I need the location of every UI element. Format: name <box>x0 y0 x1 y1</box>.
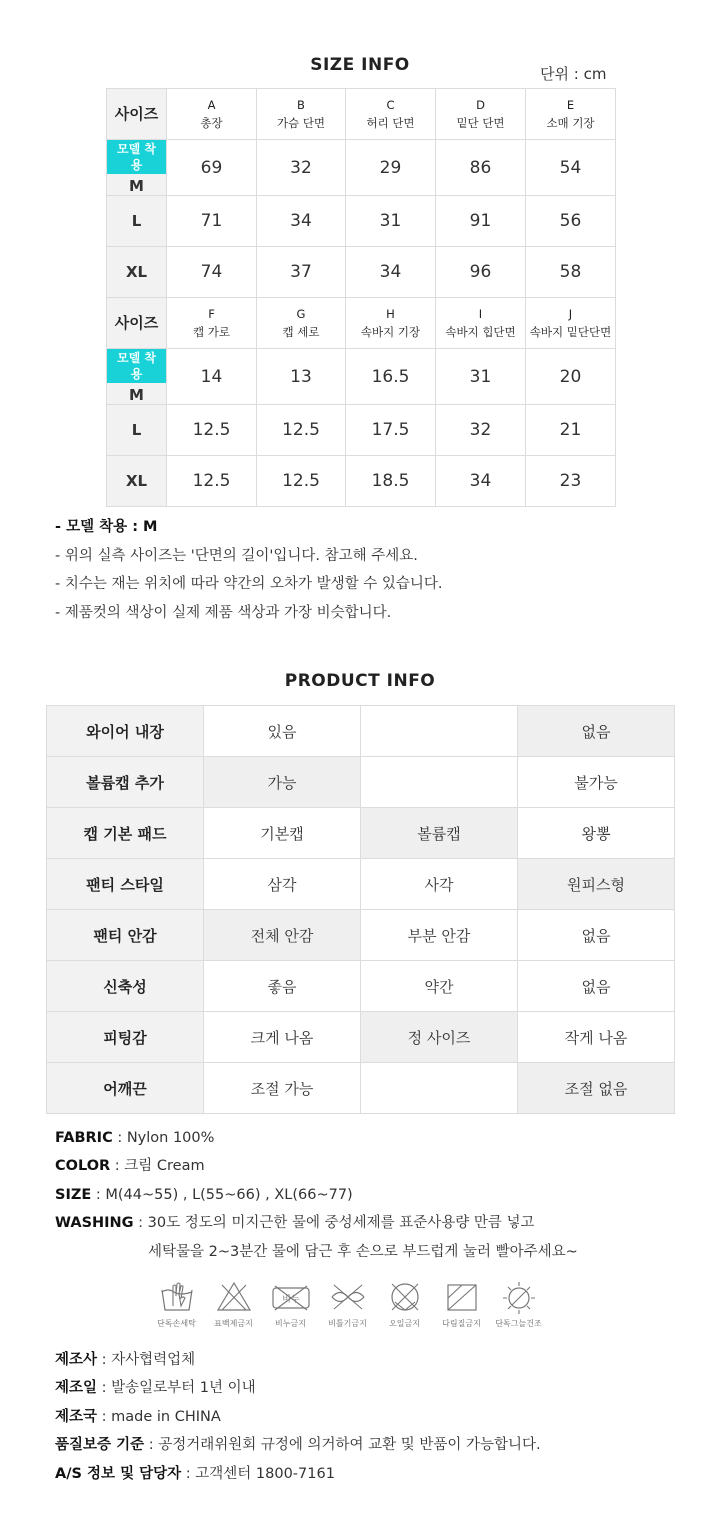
size-column-header <box>257 298 346 349</box>
product-option: 왕뽕 <box>518 808 675 859</box>
product-info-table <box>46 705 675 1114</box>
note-error: - 치수는 재는 위치에 따라 약간의 오차가 발생할 수 있습니다. <box>55 576 443 593</box>
size-row <box>107 456 616 507</box>
product-label: 어깨끈 <box>47 1063 204 1114</box>
product-info-title: PRODUCT INFO <box>284 671 436 691</box>
size-label-cell <box>107 247 167 298</box>
hand-wash-icon <box>159 1280 195 1314</box>
product-option-selected: 원피스형 <box>518 859 675 910</box>
product-row <box>47 1063 675 1114</box>
care-label: 비틀기금지 <box>328 1319 367 1328</box>
column-code: H <box>386 307 395 321</box>
product-option-selected: 전체 안감 <box>204 910 361 961</box>
column-code: E <box>566 98 575 112</box>
column-name: 가슴 단면 <box>276 116 326 130</box>
size-column-header <box>526 298 616 349</box>
product-row <box>47 808 675 859</box>
spec-washing-2: 세탁물을 2~3분간 물에 담근 후 손으로 부드럽게 눌러 빨아주세요~ <box>148 1244 578 1260</box>
product-row <box>47 961 675 1012</box>
size-row <box>107 196 616 247</box>
care-label: 비누금지 <box>275 1319 306 1328</box>
size-value: 71 <box>167 196 257 247</box>
product-row <box>47 910 675 961</box>
care-label: 표백제금지 <box>214 1319 253 1328</box>
size-label: XL <box>125 472 148 490</box>
care-icons <box>148 1280 548 1335</box>
unit-label: 단위 : cm <box>540 65 607 83</box>
column-name: 총장 <box>200 116 223 130</box>
size-value: 20 <box>526 349 616 405</box>
product-label: 캡 기본 패드 <box>47 808 204 859</box>
product-option: 불가능 <box>518 757 675 808</box>
product-label: 와이어 내장 <box>47 706 204 757</box>
product-option <box>361 1063 518 1114</box>
size-notes <box>55 513 443 627</box>
maker-date: 제조일 : 발송일로부터 1년 이내 <box>55 1380 256 1396</box>
care-item <box>376 1280 433 1335</box>
column-name: 캡 세로 <box>282 325 320 339</box>
spec-color: COLOR : 크림 Cream <box>55 1158 205 1174</box>
product-row <box>47 706 675 757</box>
product-option-selected: 조절 없음 <box>518 1063 675 1114</box>
care-item <box>262 1280 319 1335</box>
column-code: C <box>386 98 395 112</box>
column-name: 속바지 밑단단면 <box>529 325 612 339</box>
no-dryclean-icon <box>387 1280 423 1314</box>
product-option: 부분 안감 <box>361 910 518 961</box>
column-name: 캡 가로 <box>193 325 230 339</box>
size-table <box>106 88 616 507</box>
size-value: 31 <box>436 349 526 405</box>
maker-manufacturer: 제조사 : 자사협력업체 <box>55 1352 196 1368</box>
column-code: J <box>568 307 573 321</box>
care-label: 단독손세탁 <box>157 1319 196 1328</box>
size-value: 12.5 <box>257 405 346 456</box>
size-column-header <box>167 89 257 140</box>
product-option: 작게 나옴 <box>518 1012 675 1063</box>
product-option-selected: 가능 <box>204 757 361 808</box>
spec-size: SIZE : M(44~55) , L(55~66) , XL(66~77) <box>55 1187 353 1203</box>
column-name: 속바지 힙단면 <box>445 325 516 339</box>
size-label: M <box>129 386 144 404</box>
maker-country: 제조국 : made in CHINA <box>55 1409 221 1425</box>
size-value: 69 <box>167 140 257 196</box>
size-value: 34 <box>436 456 526 507</box>
size-column-header <box>257 89 346 140</box>
size-value: 18.5 <box>346 456 436 507</box>
product-option: 삼각 <box>204 859 361 910</box>
size-header-row <box>107 298 616 349</box>
size-value: 86 <box>436 140 526 196</box>
size-value: 12.5 <box>167 456 257 507</box>
column-code: I <box>478 307 483 321</box>
product-label: 팬티 스타일 <box>47 859 204 910</box>
size-value: 31 <box>346 196 436 247</box>
no-wring-icon <box>328 1280 368 1314</box>
product-option: 약간 <box>361 961 518 1012</box>
size-header-row <box>107 89 616 140</box>
size-row <box>107 349 616 405</box>
size-column-header <box>346 298 436 349</box>
product-option: 없음 <box>518 961 675 1012</box>
care-item <box>205 1280 262 1335</box>
column-name: 소매 기장 <box>546 116 595 130</box>
spec-washing: WASHING : 30도 정도의 미지근한 물에 중성세제를 표준사용량 만큼 넣고 <box>55 1215 535 1231</box>
size-value: 12.5 <box>167 405 257 456</box>
care-item <box>148 1280 205 1335</box>
product-option: 기본캡 <box>204 808 361 859</box>
care-label: 다림질금지 <box>442 1319 481 1328</box>
product-label: 팬티 안감 <box>47 910 204 961</box>
size-row-header: 사이즈 <box>107 89 167 140</box>
size-label-cell <box>107 405 167 456</box>
size-value: 21 <box>526 405 616 456</box>
care-item <box>490 1280 547 1335</box>
product-row <box>47 1012 675 1063</box>
product-row <box>47 757 675 808</box>
product-option: 조절 가능 <box>204 1063 361 1114</box>
column-name: 밑단 단면 <box>456 116 505 130</box>
svg-text:비누: 비누 <box>281 1295 300 1305</box>
size-value: 32 <box>257 140 346 196</box>
maker-warranty: 품질보증 기준 : 공정거래위원회 규정에 의거하여 교환 및 반품이 가능합니다. <box>55 1437 541 1453</box>
product-option-selected: 볼륨캡 <box>361 808 518 859</box>
size-column-header <box>346 89 436 140</box>
size-value: 74 <box>167 247 257 298</box>
size-label-cell <box>107 456 167 507</box>
size-info-title: SIZE INFO <box>310 55 410 75</box>
care-label: 오일금지 <box>389 1319 420 1328</box>
note-color: - 제품컷의 색상이 실제 제품 색상과 가장 비슷합니다. <box>55 604 392 621</box>
care-item <box>433 1280 490 1335</box>
model-badge: 모델 착용 <box>107 140 166 174</box>
product-option: 좋음 <box>204 961 361 1012</box>
care-label: 단독그늘건조 <box>495 1319 542 1328</box>
column-code: F <box>208 307 215 321</box>
care-item <box>319 1280 376 1335</box>
column-code: A <box>207 98 216 112</box>
model-badge: 모델 착용 <box>107 349 166 383</box>
size-label-cell <box>107 349 167 405</box>
size-value: 54 <box>526 140 616 196</box>
no-iron-icon <box>444 1280 480 1314</box>
size-column-header <box>436 89 526 140</box>
size-value: 17.5 <box>346 405 436 456</box>
product-option: 없음 <box>518 910 675 961</box>
no-soap-icon <box>271 1280 311 1314</box>
shade-dry-icon <box>501 1280 537 1314</box>
product-option: 있음 <box>204 706 361 757</box>
product-option-selected: 없음 <box>518 706 675 757</box>
product-option <box>361 757 518 808</box>
product-option: 사각 <box>361 859 518 910</box>
product-label: 볼륨캡 추가 <box>47 757 204 808</box>
product-option <box>361 706 518 757</box>
size-value: 29 <box>346 140 436 196</box>
no-bleach-icon <box>216 1280 252 1314</box>
product-option: 크게 나옴 <box>204 1012 361 1063</box>
size-value: 56 <box>526 196 616 247</box>
column-name: 속바지 기장 <box>360 325 421 339</box>
spec-fabric: FABRIC : Nylon 100% <box>55 1130 215 1146</box>
size-value: 12.5 <box>257 456 346 507</box>
size-value: 34 <box>257 196 346 247</box>
product-option-selected: 정 사이즈 <box>361 1012 518 1063</box>
note-measure: - 위의 실측 사이즈는 '단면의 길이'입니다. 참고해 주세요. <box>55 547 418 564</box>
size-value: 13 <box>257 349 346 405</box>
size-value: 91 <box>436 196 526 247</box>
size-value: 14 <box>167 349 257 405</box>
size-row <box>107 405 616 456</box>
size-row-header: 사이즈 <box>107 298 167 349</box>
size-column-header <box>167 298 257 349</box>
size-value: 96 <box>436 247 526 298</box>
size-value: 32 <box>436 405 526 456</box>
size-row <box>107 247 616 298</box>
column-code: B <box>297 98 305 112</box>
size-label: L <box>131 212 142 230</box>
size-label-cell <box>107 140 167 196</box>
size-value: 34 <box>346 247 436 298</box>
size-value: 58 <box>526 247 616 298</box>
maker-as: A/S 정보 및 담당자 : 고객센터 1800-7161 <box>55 1466 335 1482</box>
size-label: XL <box>125 263 148 281</box>
size-label-cell <box>107 196 167 247</box>
size-label: L <box>131 421 142 439</box>
size-value: 23 <box>526 456 616 507</box>
column-code: D <box>476 98 485 112</box>
size-column-header <box>436 298 526 349</box>
product-label: 신축성 <box>47 961 204 1012</box>
product-label: 피팅감 <box>47 1012 204 1063</box>
size-column-header <box>526 89 616 140</box>
note-model: - 모델 착용 : M <box>55 519 158 535</box>
product-row <box>47 859 675 910</box>
size-row <box>107 140 616 196</box>
column-code: G <box>296 307 306 321</box>
column-name: 허리 단면 <box>366 116 415 130</box>
size-value: 37 <box>257 247 346 298</box>
size-label: M <box>129 177 144 195</box>
size-value: 16.5 <box>346 349 436 405</box>
